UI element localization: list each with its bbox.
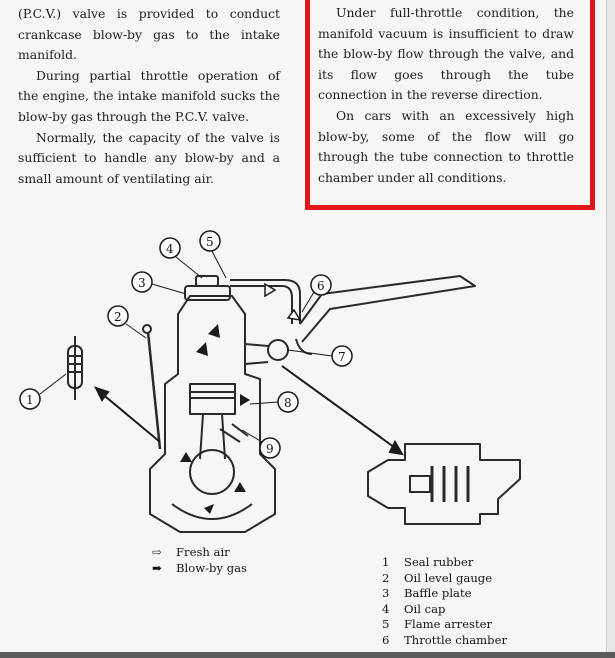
parts-legend-num: 4 [382, 601, 390, 616]
blowby-arrow-6 [204, 504, 214, 514]
pcv-valve-body [268, 340, 288, 360]
fresh-air-arrow-2 [288, 310, 300, 320]
parts-legend-num: 6 [382, 632, 390, 647]
parts-legend-label: Oil cap [404, 601, 446, 616]
callout-1-label: 1 [26, 393, 34, 407]
right-text-column [318, 3, 574, 188]
parts-legend-item [382, 586, 507, 602]
callout-leader-1 [40, 374, 66, 394]
callout-8-label: 8 [284, 396, 292, 410]
callout-leader-8 [250, 402, 278, 404]
intake-manifold [245, 344, 268, 364]
oil-cap [196, 276, 218, 286]
parts-legend-label: Oil level gauge [404, 570, 493, 585]
flow-legend-fresh-air [152, 545, 247, 561]
parts-legend [382, 555, 507, 649]
blowby-arrow-3 [240, 394, 250, 406]
parts-legend-item [382, 617, 507, 633]
parts-legend-num: 3 [382, 586, 390, 601]
horizontal-scrollbar[interactable] [0, 652, 615, 658]
rocker-cover [185, 286, 230, 300]
parts-legend-num: 2 [382, 570, 390, 585]
callout-4-label: 4 [166, 242, 174, 256]
left-paragraph-2: During partial throttle operation of the engine, the intake manifold sucks the blow-by gas through the P.C.V. valve. [18, 67, 280, 124]
callout-6-label: 6 [317, 279, 325, 293]
flow-legend [152, 545, 247, 576]
blowby-arrow-2 [196, 342, 208, 356]
flow-legend-fresh-air-label: Fresh air [176, 545, 230, 559]
callout-2-label: 2 [114, 310, 122, 324]
callout-leader-4 [176, 257, 202, 278]
leader-arrowhead-valve [390, 442, 402, 454]
parts-legend-item [382, 633, 507, 649]
parts-legend-item [382, 555, 507, 571]
blowby-arrow-1 [208, 324, 220, 338]
callout-9-label: 9 [266, 442, 274, 456]
callout-3-label: 3 [138, 276, 146, 290]
blowby-arrow-5 [234, 482, 246, 492]
crankshaft [190, 450, 234, 494]
oil-gauge-handle [143, 325, 151, 333]
callout-7-label: 7 [338, 350, 346, 364]
parts-legend-label: Baffle plate [404, 586, 472, 601]
parts-legend-item [382, 571, 507, 587]
parts-legend-label: Flame arrester [404, 617, 493, 632]
oil-level-gauge [148, 332, 160, 449]
left-text-column [18, 4, 280, 189]
callout-5-label: 5 [206, 235, 214, 249]
hollow-arrow-icon: ⇨ [152, 545, 162, 559]
solid-arrow-icon: ➡ [152, 560, 162, 575]
callout-leader-3 [152, 284, 186, 294]
leader-arrow-to-seal [100, 392, 160, 442]
flow-legend-blowby [152, 561, 247, 577]
pcv-system-diagram [0, 214, 600, 652]
parts-legend-num: 1 [382, 555, 390, 569]
left-paragraph-1: (P.C.V.) valve is provided to conduct crankcase blow-by gas to the intake manifold. [18, 6, 280, 63]
callout-leader-7 [288, 350, 332, 356]
flow-legend-blowby-label: Blow-by gas [176, 560, 247, 575]
callout-leader-5 [212, 251, 226, 278]
right-paragraph-2: On cars with an excessively high blow-by, some of the flow will go through the tube connection to throttle chamber under all conditions. [318, 107, 574, 185]
parts-legend-num: 5 [382, 617, 390, 632]
blowby-arrow-4 [180, 452, 192, 462]
right-paragraph-1: Under full-throttle condition, the manifold vacuum is insufficient to draw the blow-by flow through the valve, and its flow goes through the tube connection in the reverse direction. [318, 5, 574, 103]
parts-legend-item [382, 602, 507, 618]
valve-spring [432, 466, 468, 502]
vertical-scrollbar[interactable] [606, 0, 615, 658]
leader-arrow-to-valve [282, 366, 398, 450]
parts-legend-label: Seal rubber [404, 555, 474, 569]
parts-legend-label: Throttle chamber [404, 632, 507, 647]
valve-plunger [410, 476, 430, 492]
left-paragraph-3: Normally, the capacity of the valve is sufficient to handle any blow-by and a small amount of ventilating air. [18, 129, 280, 186]
